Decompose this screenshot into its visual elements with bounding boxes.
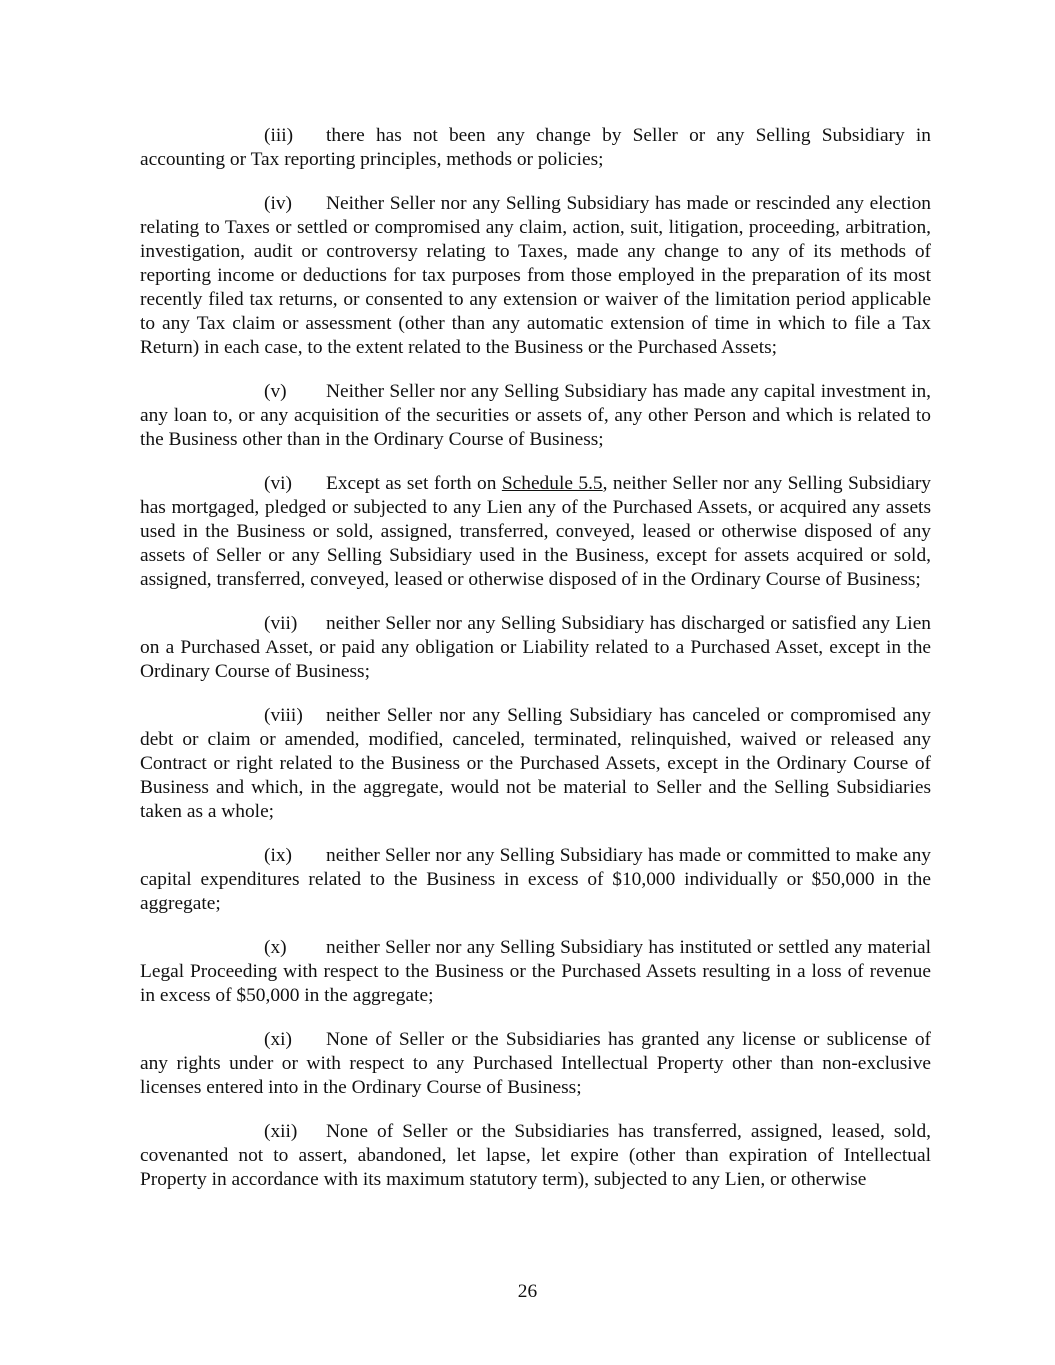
clause-text: there has not been any change by Seller or any Selling Subsidiary in accounting or Tax reporting principles, methods or policies;	[140, 125, 931, 170]
clause-number: (v)	[264, 381, 287, 402]
clause-number: (viii)	[264, 705, 303, 726]
clause-iii	[140, 124, 931, 172]
clause-number: (xi)	[264, 1029, 292, 1050]
clause-text-after: , neither Seller nor any Selling Subsidiary has mortgaged, pledged or subjected to any Lien any of the Purchased Assets, or acquired any assets used in the Business or sold, assigned, transferred, conveyed, leased or otherwise disposed of any assets of Seller or any Selling Subsidiary used in the Business, except for assets acquired or sold, assigned, transferred, conveyed, leased or otherwise disposed of in the Ordinary Course of Business;	[140, 473, 931, 590]
clause-text: neither Seller nor any Selling Subsidiary has discharged or satisfied any Lien on a Purchased Asset, or paid any obligation or Liability related to a Purchased Asset, except in the Ordinary Course of Business;	[140, 613, 931, 682]
clause-ix	[140, 844, 931, 916]
clause-viii	[140, 704, 931, 824]
clause-number: (iii)	[264, 125, 294, 146]
clause-vii	[140, 612, 931, 684]
clause-x	[140, 936, 931, 1008]
clause-number: (ix)	[264, 845, 292, 866]
clause-text: Neither Seller nor any Selling Subsidiary has made or rescinded any election relating to Taxes or settled or compromised any claim, action, suit, litigation, proceeding, arbitration, investigation, audit or controversy relating to Taxes, made any change to any of its methods of reporting income or deductions for tax purposes from those employed in the preparation of its most recently filed tax returns, or consented to any extension or waiver of the limitation period applicable to any Tax claim or assessment (other than any automatic extension of time in which to file a Tax Return) in each case, to the extent related to the Business or the Purchased Assets;	[140, 193, 931, 358]
clause-number: (vii)	[264, 613, 298, 634]
clause-text: Neither Seller nor any Selling Subsidiary has made any capital investment in, any loan to, or any acquisition of the securities or assets of, any other Person and which is related to the Business other than in the Ordinary Course of Business;	[140, 381, 931, 450]
page-number: 26	[517, 1281, 538, 1302]
clause-vi	[140, 472, 931, 592]
clause-xii	[140, 1120, 931, 1192]
clause-number: (x)	[264, 937, 287, 958]
clause-number: (vi)	[264, 473, 292, 494]
clause-v	[140, 380, 931, 452]
clause-text: neither Seller nor any Selling Subsidiary has made or committed to make any capital expenditures related to the Business in excess of $10,000 individually or $50,000 in the aggregate;	[140, 845, 931, 914]
clause-number: (iv)	[264, 193, 292, 214]
clause-text-before: Except as set forth on	[326, 473, 502, 494]
clause-number: (xii)	[264, 1121, 298, 1142]
clause-text: None of Seller or the Subsidiaries has granted any license or sublicense of any rights under or with respect to any Purchased Intellectual Property other than non-exclusive licenses entered into in the Ordinary Course of Business;	[140, 1029, 931, 1098]
clause-text: None of Seller or the Subsidiaries has transferred, assigned, leased, sold, covenanted not to assert, abandoned, let lapse, let expire (other than expiration of Intellectual Property in accordance with its maximum statutory term), subjected to any Lien, or otherwise	[140, 1121, 931, 1190]
clause-iv	[140, 192, 931, 360]
clause-text: neither Seller nor any Selling Subsidiary has instituted or settled any material Legal Proceeding with respect to the Business or the Purchased Assets resulting in a loss of revenue in excess of $50,000 in the aggregate;	[140, 937, 931, 1006]
document-body	[140, 124, 931, 1212]
schedule-reference: Schedule 5.5	[501, 473, 603, 494]
clause-text: neither Seller nor any Selling Subsidiary has canceled or compromised any debt or claim or amended, modified, canceled, terminated, relinquished, waived or released any Contract or right related to the Business or the Purchased Assets, except in the Ordinary Course of Business and which, in the aggregate, would not be material to Seller and the Selling Subsidiaries taken as a whole;	[140, 705, 931, 822]
clause-xi	[140, 1028, 931, 1100]
